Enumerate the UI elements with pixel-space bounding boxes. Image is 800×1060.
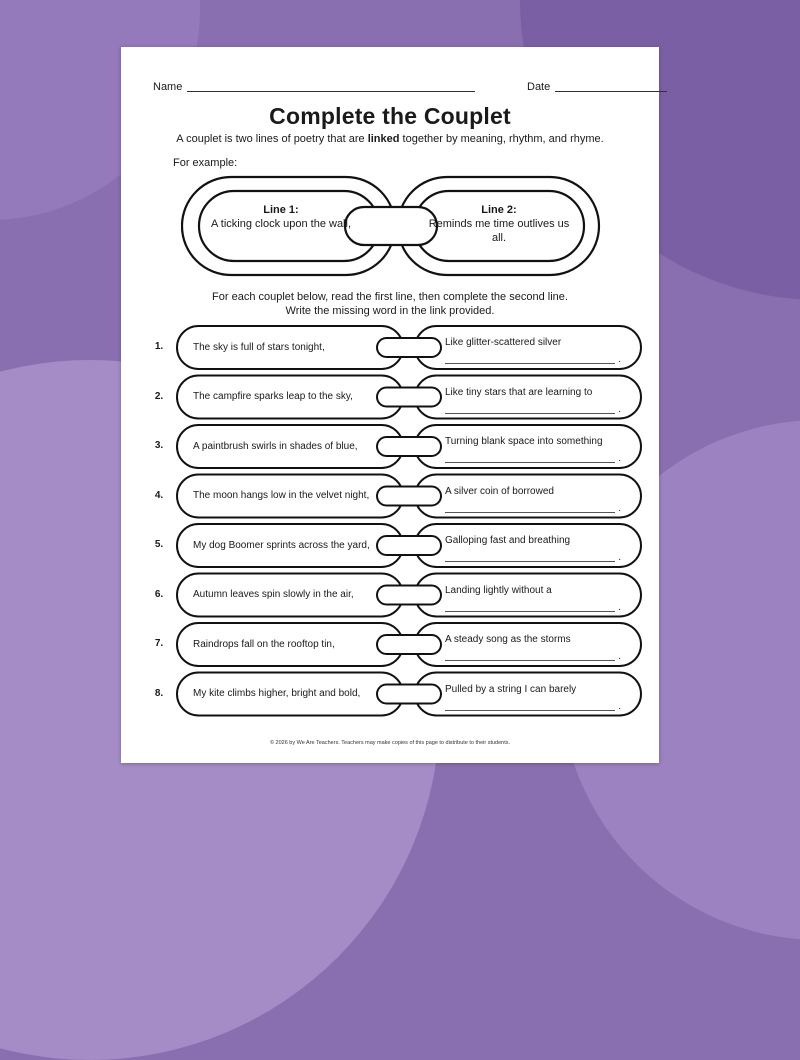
- instructions-line2: Write the missing word in the link provided.: [285, 305, 495, 317]
- example-label: For example:: [173, 157, 238, 169]
- couplet-second-line-text: Like tiny stars that are learning to: [445, 386, 593, 398]
- couplet-number: 5.: [154, 539, 164, 550]
- couplet-second-line: [445, 534, 627, 562]
- couplet-link-connector: [377, 685, 441, 704]
- couplet-number: 1.: [154, 341, 164, 352]
- answer-blank[interactable]: [445, 652, 615, 661]
- date-label: Date: [527, 81, 551, 93]
- intro-text-start: A couplet is two lines of poetry that are: [176, 133, 368, 145]
- copyright-footer: © 2026 by We Are Teachers. Teachers may make copies of this page to distribute to their students.: [269, 740, 511, 746]
- couplet-first-line: My dog Boomer sprints across the yard,: [193, 539, 370, 551]
- answer-blank[interactable]: [445, 504, 615, 513]
- couplet-second-line-text: Turning blank space into something: [445, 436, 603, 447]
- couplet-number: 4.: [154, 489, 164, 501]
- intro-text-end: together by meaning, rhythm, and rhyme.: [399, 133, 604, 145]
- example-line1-label: Line 1:: [263, 204, 299, 216]
- worksheet-page: [121, 47, 659, 763]
- couplet-second-line-text: A silver coin of borrowed: [445, 485, 554, 497]
- couplet-second-line: [445, 584, 627, 612]
- couplet-number: 8.: [154, 687, 164, 699]
- answer-blank[interactable]: [445, 355, 615, 364]
- couplet-link-connector: [377, 635, 441, 654]
- couplet-second-line-text: Like glitter-scattered silver: [445, 337, 562, 348]
- answer-blank[interactable]: [445, 454, 615, 463]
- intro-text-bold: linked: [367, 133, 400, 145]
- couplet-second-line-text: Galloping fast and breathing: [445, 535, 571, 546]
- couplet-link-connector: [377, 487, 441, 506]
- couplet-first-line: My kite climbs higher, bright and bold,: [193, 688, 361, 699]
- example-line2-text: Reminds me time outlives us all.: [428, 218, 570, 244]
- couplet-number: 2.: [154, 390, 164, 402]
- couplet-first-line: A paintbrush swirls in shades of blue,: [193, 440, 358, 452]
- example-line2-label: Line 2:: [481, 204, 517, 216]
- couplet-link-connector: [377, 388, 441, 407]
- couplet-link-connector: [377, 586, 441, 605]
- example-line1-text: A ticking clock upon the wall,: [210, 218, 352, 230]
- couplet-second-line: [445, 683, 627, 711]
- couplet-second-line: [445, 435, 627, 463]
- couplet-second-line-text: Pulled by a string I can barely: [445, 683, 577, 695]
- couplet-first-line: The campfire sparks leap to the sky,: [193, 391, 353, 402]
- couplet-number: 6.: [154, 588, 164, 600]
- page-title: Complete the Couplet: [269, 103, 511, 129]
- couplet-first-line: Raindrops fall on the rooftop tin,: [193, 638, 335, 650]
- answer-blank[interactable]: [445, 702, 615, 711]
- couplet-number: 3.: [154, 440, 164, 451]
- answer-blank[interactable]: [445, 603, 615, 612]
- couplet-link-connector: [377, 338, 441, 357]
- couplet-second-line: [445, 485, 627, 513]
- couplet-link-connector: [377, 437, 441, 456]
- name-label: Name: [153, 81, 183, 93]
- couplet-second-line: [445, 386, 627, 414]
- couplet-number: 7.: [154, 638, 164, 649]
- couplet-second-line-text: A steady song as the storms: [445, 634, 571, 645]
- couplet-first-line: The moon hangs low in the velvet night,: [193, 490, 370, 501]
- couplet-first-line: Autumn leaves spin slowly in the air,: [193, 589, 354, 600]
- couplet-second-line-text: Landing lightly without a: [445, 584, 552, 596]
- couplet-link-connector: [377, 536, 441, 555]
- instructions-line1: For each couplet below, read the first line, then complete the second line.: [212, 291, 568, 303]
- couplet-first-line: The sky is full of stars tonight,: [193, 341, 325, 353]
- couplet-second-line: [445, 633, 627, 661]
- couplet-second-line: [445, 336, 627, 364]
- answer-blank[interactable]: [445, 553, 615, 562]
- answer-blank[interactable]: [445, 405, 615, 414]
